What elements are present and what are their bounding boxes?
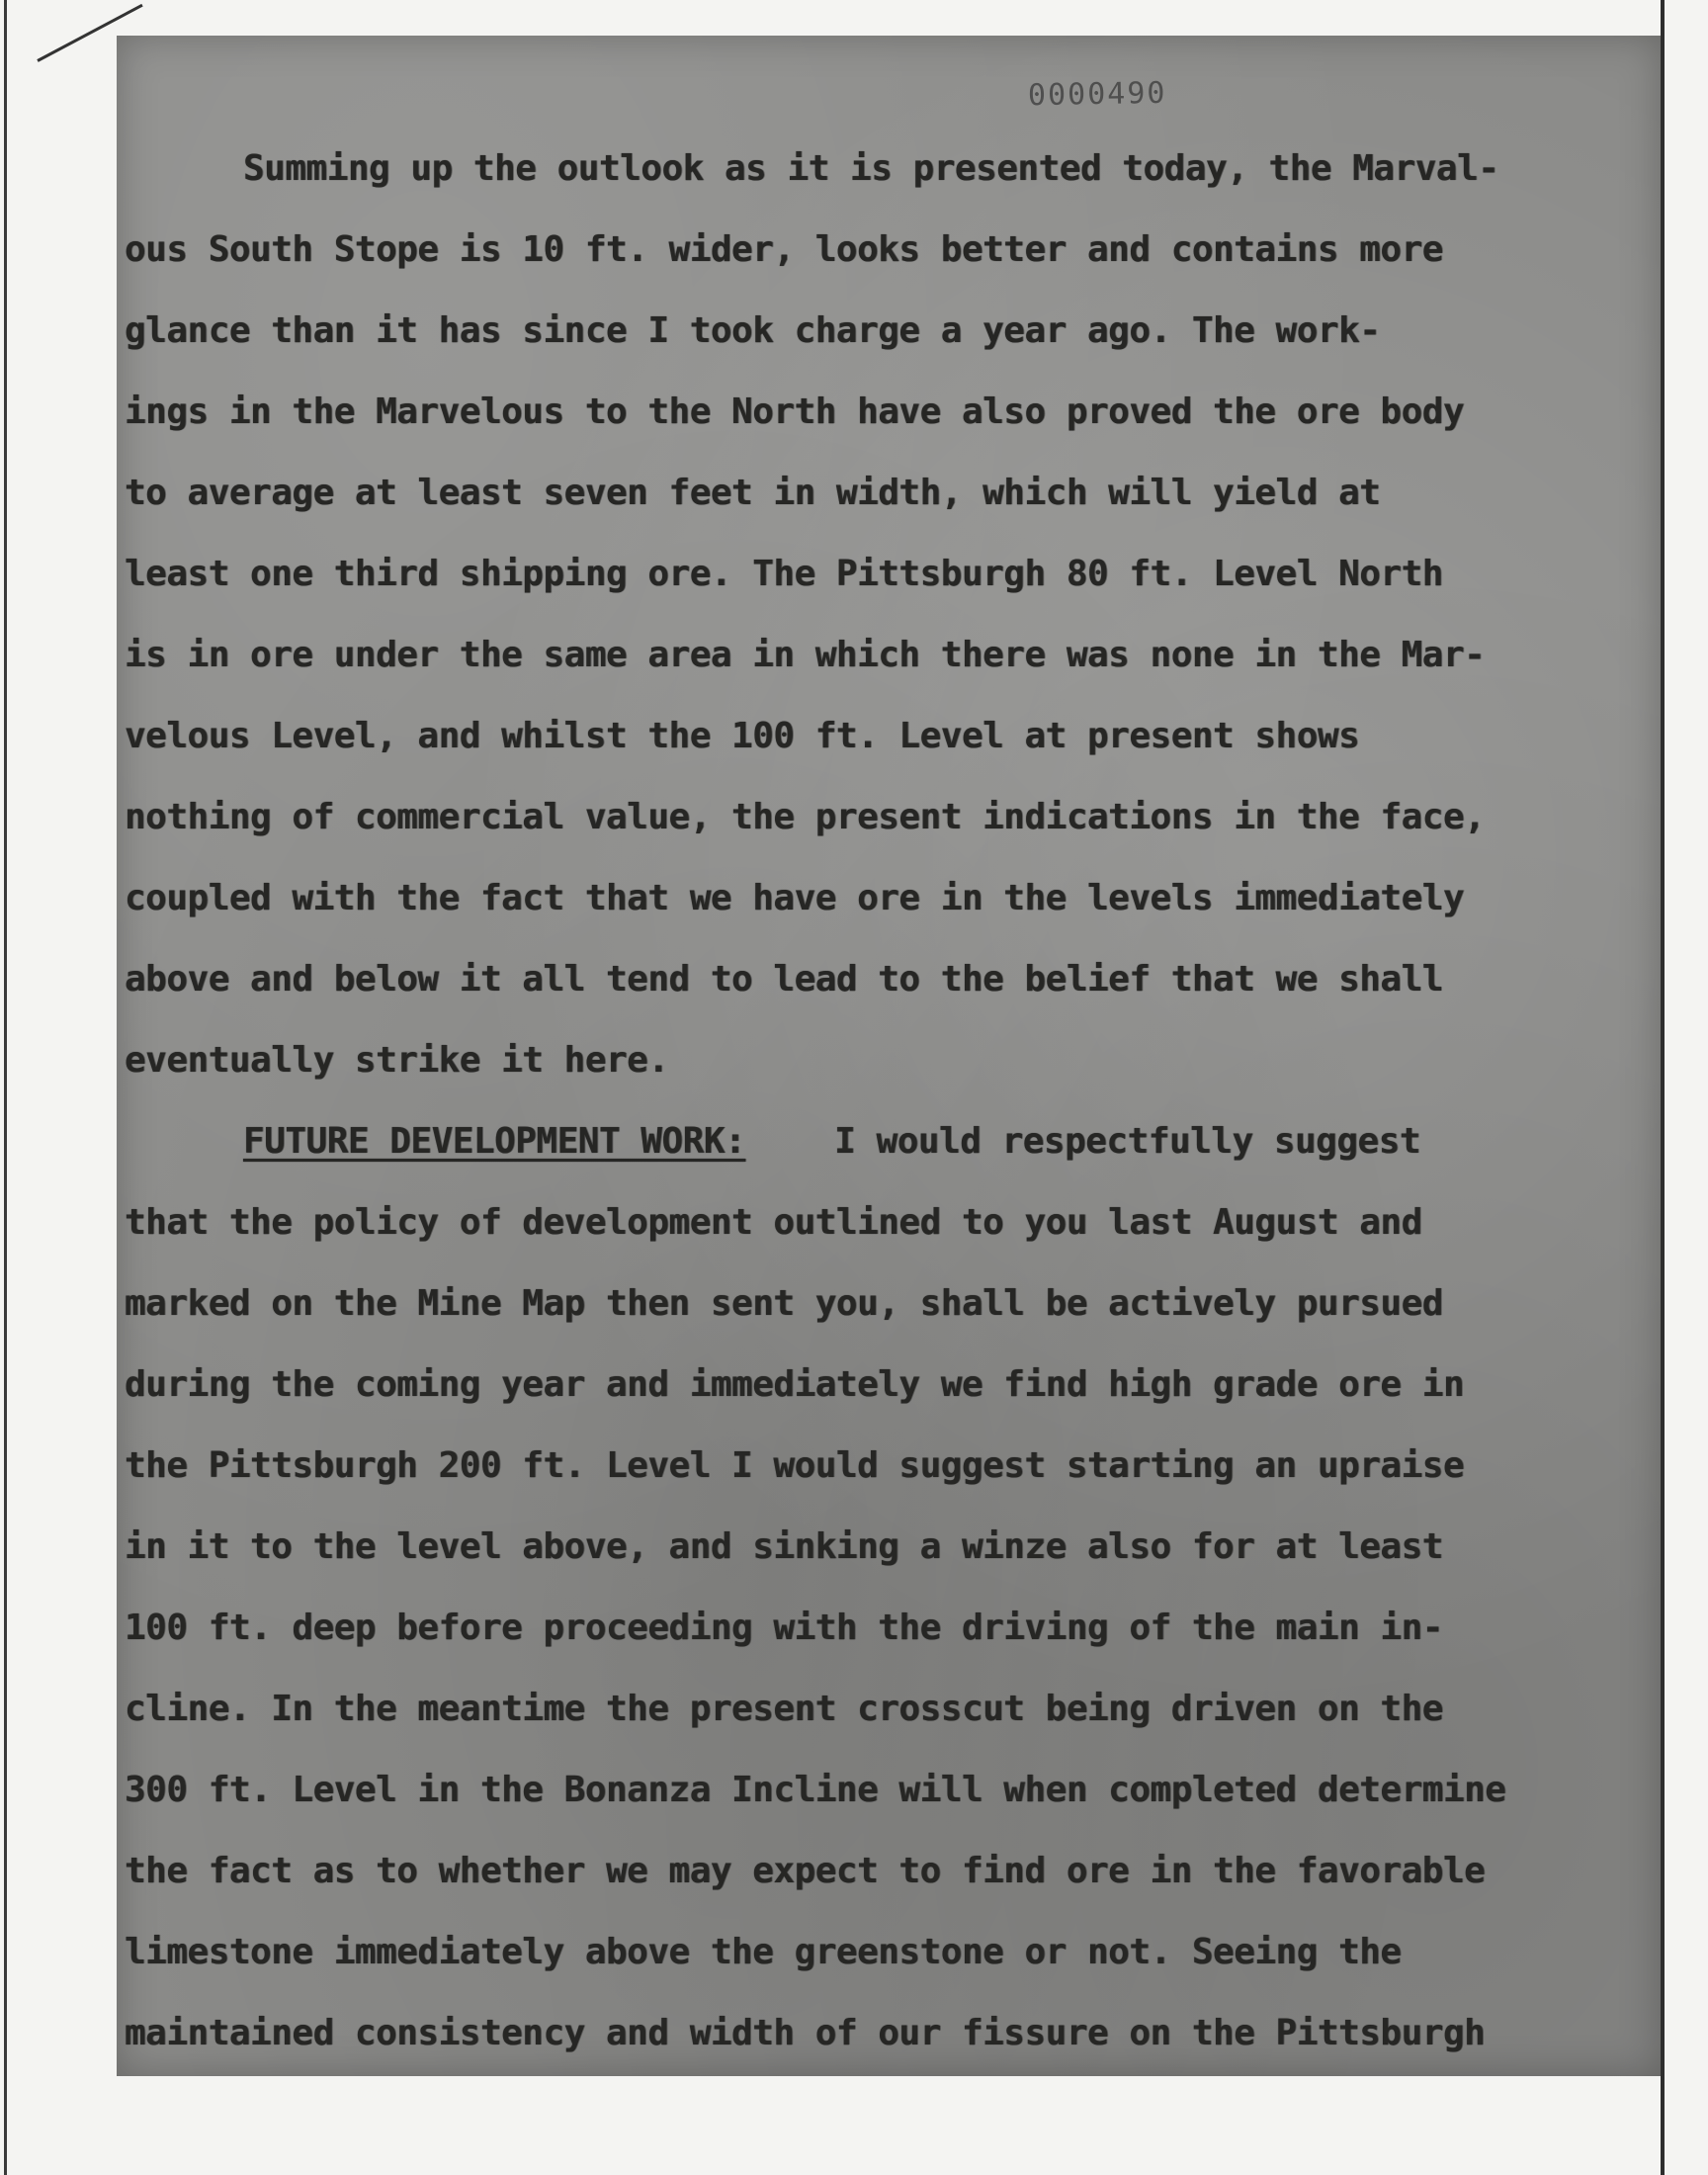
text-line: Summing up the outlook as it is presented today, the Marval-: [243, 148, 1499, 189]
text-line: least one third shipping ore. The Pittsburgh 80 ft. Level North: [125, 554, 1443, 594]
section-heading: FUTURE DEVELOPMENT WORK:: [243, 1121, 746, 1162]
document-body: [125, 129, 1647, 2074]
text-line: glance than it has since I took charge a year ago. The work-: [125, 310, 1381, 351]
scan-left-edge: [4, 0, 7, 2175]
text-line: is in ore under the same area in which there was none in the Mar-: [125, 635, 1486, 675]
text-line: 300 ft. Level in the Bonanza Incline will when completed determine: [125, 1770, 1506, 1810]
text-line: nothing of commercial value, the present indications in the face,: [125, 797, 1486, 837]
text-line: ings in the Marvelous to the North have also proved the ore body: [125, 392, 1465, 432]
text-line: maintained consistency and width of our fissure on the Pittsburgh: [125, 2013, 1486, 2053]
scan-right-edge: [1661, 0, 1665, 2175]
text-line: the Pittsburgh 200 ft. Level I would suggest starting an upraise: [125, 1445, 1465, 1486]
page-number-stamp: 0000490: [1027, 75, 1167, 114]
text-line: ous South Stope is 10 ft. wider, looks better and contains more: [125, 229, 1443, 270]
text-line: marked on the Mine Map then sent you, shall be actively pursued: [125, 1283, 1443, 1324]
section-heading-line: [125, 1101, 1647, 1182]
text-line: limestone immediately above the greenstone or not. Seeing the: [125, 1932, 1402, 1972]
section-first-line: I would respectfully suggest: [834, 1121, 1421, 1162]
text-line: 100 ft. deep before proceeding with the driving of the main in-: [125, 1608, 1443, 1648]
text-line: in it to the level above, and sinking a winze also for at least: [125, 1526, 1443, 1567]
text-line: velous Level, and whilst the 100 ft. Level at present shows: [125, 716, 1360, 756]
text-line: eventually strike it here.: [125, 1040, 669, 1081]
text-line: coupled with the fact that we have ore in the levels immediately: [125, 878, 1465, 918]
text-line: that the policy of development outlined to you last August and: [125, 1202, 1422, 1243]
text-line: the fact as to whether we may expect to find ore in the favorable: [125, 1851, 1486, 1891]
text-line: during the coming year and immediately we find high grade ore in: [125, 1364, 1465, 1405]
text-line: cline. In the meantime the present crosscut being driven on the: [125, 1689, 1443, 1729]
text-line: above and below it all tend to lead to the belief that we shall: [125, 959, 1443, 1000]
text-line: to average at least seven feet in width, which will yield at: [125, 473, 1381, 513]
